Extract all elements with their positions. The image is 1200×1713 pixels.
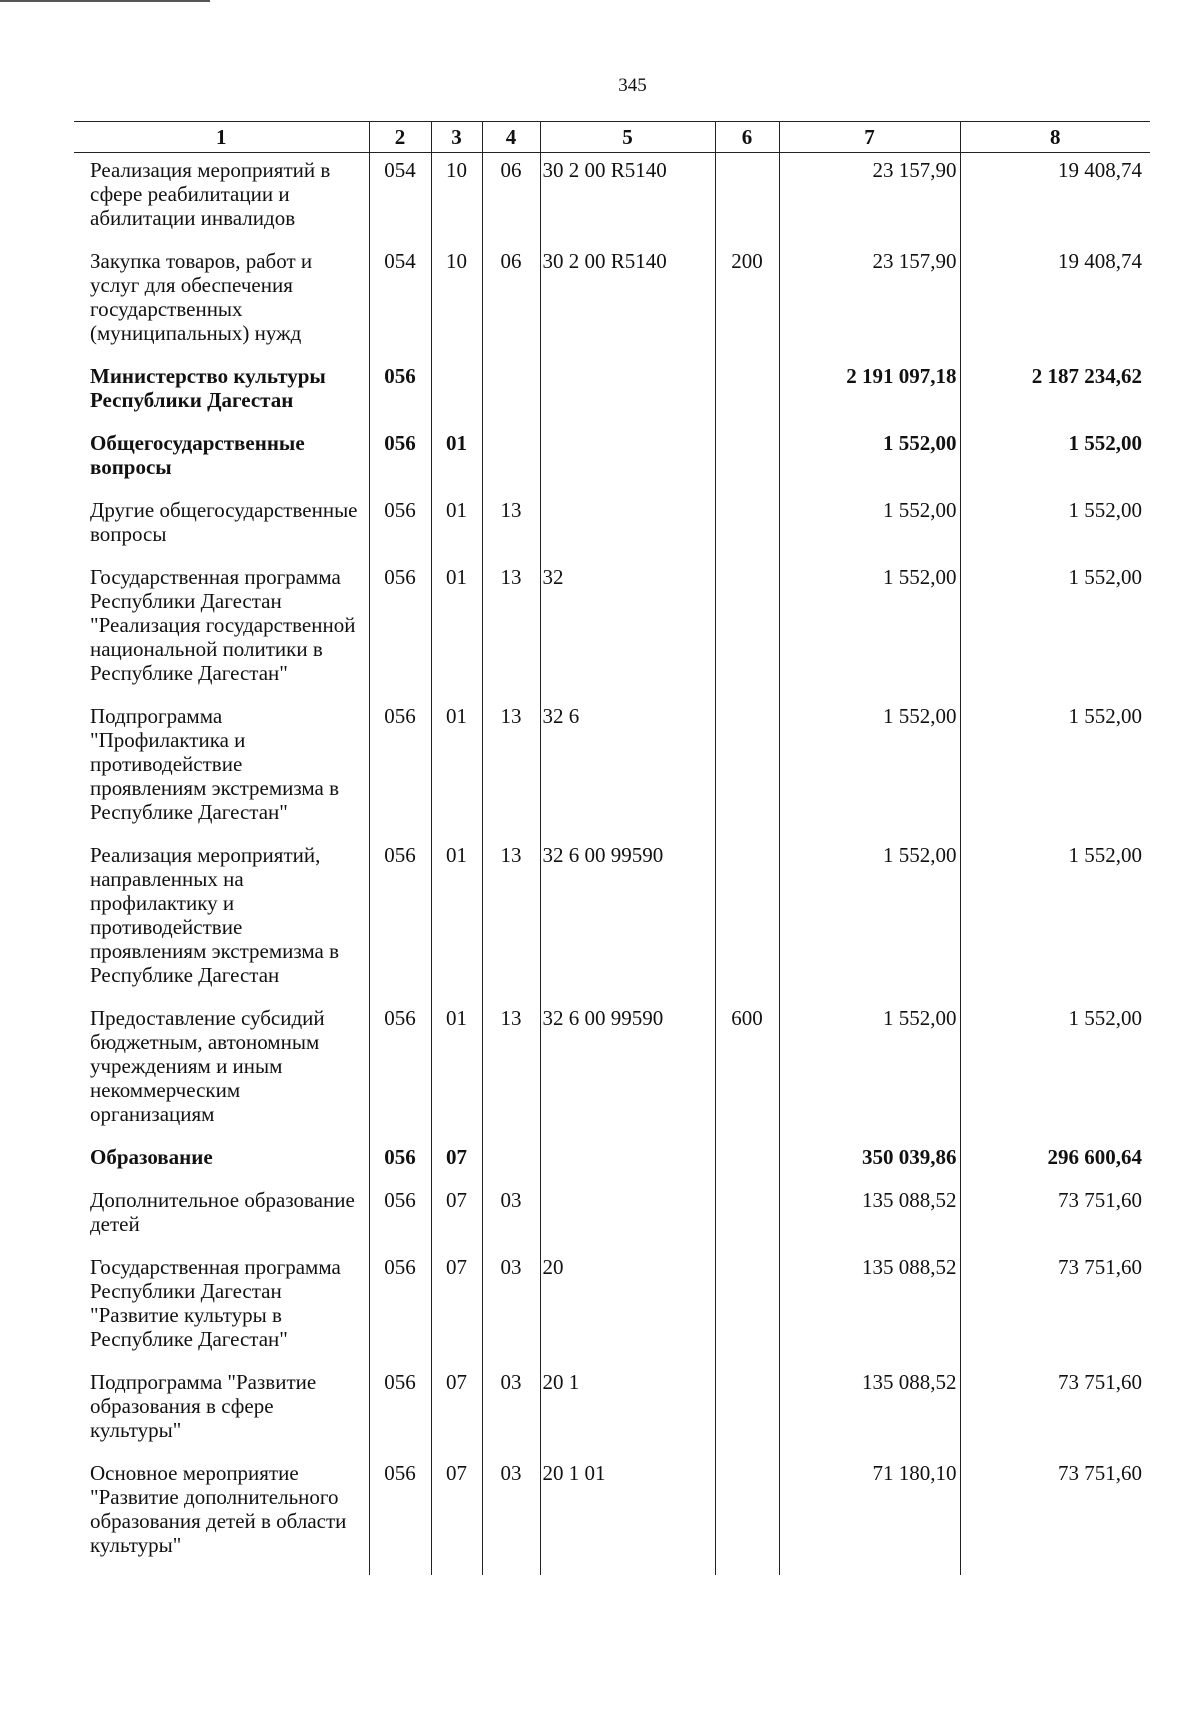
- row-target-article: [540, 426, 715, 493]
- row-amount-year1: 350 039,86: [779, 1140, 960, 1183]
- row-expense-type: 600: [715, 1001, 779, 1140]
- table-row: [74, 1140, 1150, 1183]
- row-subsection-code: [482, 359, 540, 426]
- row-amount-year2: 73 751,60: [960, 1365, 1150, 1456]
- row-amount-year1: 71 180,10: [779, 1456, 960, 1575]
- row-name: Государственная программа Республики Дагестан "Реализация государственной национальной политики в Республике Дагестан": [90, 565, 356, 685]
- row-ministry-code: 056: [369, 493, 431, 560]
- table-row: [74, 244, 1150, 359]
- row-section-code: 01: [431, 699, 482, 838]
- row-subsection-code: 13: [482, 699, 540, 838]
- row-section-code: 07: [431, 1456, 482, 1575]
- row-expense-type: [715, 153, 779, 245]
- table-row: [74, 699, 1150, 838]
- row-expense-type: [715, 1456, 779, 1575]
- table-row: [74, 1456, 1150, 1575]
- row-section-code: 07: [431, 1140, 482, 1183]
- row-subsection-code: 03: [482, 1365, 540, 1456]
- row-amount-year2: 296 600,64: [960, 1140, 1150, 1183]
- column-header-amount-year1: 7: [779, 122, 960, 153]
- row-amount-year2: 1 552,00: [960, 493, 1150, 560]
- table-row: [74, 426, 1150, 493]
- row-name: Предоставление субсидий бюджетным, автономным учреждениям и иным некоммерческим организациям: [90, 1006, 325, 1126]
- row-target-article: 20: [540, 1250, 715, 1365]
- row-name: Подпрограмма "Профилактика и противодействие проявлениям экстремизма в Республике Дагестан": [90, 704, 340, 824]
- row-target-article: 32: [540, 560, 715, 699]
- row-amount-year1: 1 552,00: [779, 699, 960, 838]
- scan-edge-mark: [0, 0, 210, 2]
- row-expense-type: [715, 1140, 779, 1183]
- row-subsection-code: 13: [482, 838, 540, 1001]
- row-expense-type: [715, 560, 779, 699]
- table-row: [74, 1001, 1150, 1140]
- column-header-target-article: 5: [540, 122, 715, 153]
- row-amount-year1: 2 191 097,18: [779, 359, 960, 426]
- row-target-article: [540, 359, 715, 426]
- row-amount-year1: 1 552,00: [779, 493, 960, 560]
- row-target-article: 32 6 00 99590: [540, 838, 715, 1001]
- budget-table: [74, 121, 1150, 1575]
- row-name: Подпрограмма "Развитие образования в сфере культуры": [90, 1370, 317, 1442]
- row-target-article: [540, 1140, 715, 1183]
- table-row: [74, 1250, 1150, 1365]
- row-target-article: 32 6: [540, 699, 715, 838]
- row-expense-type: [715, 699, 779, 838]
- row-amount-year1: 1 552,00: [779, 1001, 960, 1140]
- row-name: Министерство культуры Республики Дагестан: [90, 364, 326, 412]
- row-ministry-code: 056: [369, 426, 431, 493]
- row-subsection-code: 06: [482, 153, 540, 245]
- row-name: Общегосударственные вопросы: [90, 431, 305, 479]
- row-expense-type: [715, 359, 779, 426]
- table-row: [74, 1365, 1150, 1456]
- row-expense-type: [715, 838, 779, 1001]
- row-target-article: [540, 1183, 715, 1250]
- row-expense-type: [715, 1250, 779, 1365]
- page-number: 345: [618, 75, 647, 96]
- row-section-code: 01: [431, 493, 482, 560]
- row-ministry-code: 056: [369, 1001, 431, 1140]
- row-section-code: 07: [431, 1183, 482, 1250]
- row-subsection-code: [482, 426, 540, 493]
- row-ministry-code: 056: [369, 359, 431, 426]
- row-name: Реализация мероприятий в сфере реабилитации и абилитации инвалидов: [90, 158, 331, 230]
- row-subsection-code: 03: [482, 1456, 540, 1575]
- row-name: Дополнительное образование детей: [90, 1188, 355, 1236]
- row-amount-year1: 23 157,90: [779, 244, 960, 359]
- row-amount-year2: 1 552,00: [960, 699, 1150, 838]
- row-name: Образование: [90, 1145, 213, 1169]
- column-header-section: 3: [431, 122, 482, 153]
- row-section-code: 10: [431, 244, 482, 359]
- row-section-code: 01: [431, 426, 482, 493]
- table-row: [74, 838, 1150, 1001]
- row-amount-year2: 2 187 234,62: [960, 359, 1150, 426]
- row-subsection-code: 06: [482, 244, 540, 359]
- row-amount-year2: 73 751,60: [960, 1183, 1150, 1250]
- column-header-expense-type: 6: [715, 122, 779, 153]
- row-name: Закупка товаров, работ и услуг для обеспечения государственных (муниципальных) нужд: [90, 249, 313, 345]
- column-header-ministry: 2: [369, 122, 431, 153]
- row-amount-year2: 73 751,60: [960, 1456, 1150, 1575]
- row-ministry-code: 056: [369, 1250, 431, 1365]
- table-row: [74, 1183, 1150, 1250]
- row-amount-year1: 1 552,00: [779, 426, 960, 493]
- row-ministry-code: 056: [369, 1183, 431, 1250]
- row-subsection-code: 13: [482, 493, 540, 560]
- row-section-code: 07: [431, 1250, 482, 1365]
- row-ministry-code: 054: [369, 153, 431, 245]
- column-header-amount-year2: 8: [960, 122, 1150, 153]
- row-subsection-code: 13: [482, 560, 540, 699]
- row-expense-type: 200: [715, 244, 779, 359]
- row-amount-year2: 19 408,74: [960, 244, 1150, 359]
- row-section-code: 07: [431, 1365, 482, 1456]
- row-name: Основное мероприятие "Развитие дополнительного образования детей в области культуры": [90, 1461, 347, 1557]
- row-target-article: 20 1: [540, 1365, 715, 1456]
- row-expense-type: [715, 493, 779, 560]
- row-section-code: 01: [431, 838, 482, 1001]
- row-target-article: 30 2 00 R5140: [540, 153, 715, 245]
- row-ministry-code: 054: [369, 244, 431, 359]
- column-header-name: 1: [74, 122, 369, 153]
- row-amount-year2: 1 552,00: [960, 1001, 1150, 1140]
- column-header-subsection: 4: [482, 122, 540, 153]
- table-row: [74, 359, 1150, 426]
- row-expense-type: [715, 1365, 779, 1456]
- row-target-article: 20 1 01: [540, 1456, 715, 1575]
- row-ministry-code: 056: [369, 1140, 431, 1183]
- row-ministry-code: 056: [369, 699, 431, 838]
- row-expense-type: [715, 426, 779, 493]
- row-ministry-code: 056: [369, 560, 431, 699]
- row-section-code: 01: [431, 1001, 482, 1140]
- row-target-article: [540, 493, 715, 560]
- row-expense-type: [715, 1183, 779, 1250]
- row-subsection-code: 13: [482, 1001, 540, 1140]
- row-target-article: 32 6 00 99590: [540, 1001, 715, 1140]
- row-amount-year1: 135 088,52: [779, 1365, 960, 1456]
- table-body: [74, 153, 1150, 1576]
- row-amount-year2: 1 552,00: [960, 838, 1150, 1001]
- row-ministry-code: 056: [369, 1365, 431, 1456]
- table-row: [74, 493, 1150, 560]
- row-amount-year2: 73 751,60: [960, 1250, 1150, 1365]
- row-amount-year1: 1 552,00: [779, 838, 960, 1001]
- row-amount-year1: 1 552,00: [779, 560, 960, 699]
- row-amount-year2: 19 408,74: [960, 153, 1150, 245]
- row-amount-year2: 1 552,00: [960, 426, 1150, 493]
- row-amount-year2: 1 552,00: [960, 560, 1150, 699]
- row-subsection-code: 03: [482, 1250, 540, 1365]
- row-target-article: 30 2 00 R5140: [540, 244, 715, 359]
- row-amount-year1: 135 088,52: [779, 1183, 960, 1250]
- row-ministry-code: 056: [369, 838, 431, 1001]
- row-section-code: [431, 359, 482, 426]
- row-subsection-code: 03: [482, 1183, 540, 1250]
- row-section-code: 10: [431, 153, 482, 245]
- header-row: [74, 122, 1150, 153]
- row-section-code: 01: [431, 560, 482, 699]
- row-name: Государственная программа Республики Дагестан "Развитие культуры в Республике Дагестан": [90, 1255, 341, 1351]
- table-row: [74, 560, 1150, 699]
- table-row: [74, 153, 1150, 245]
- row-subsection-code: [482, 1140, 540, 1183]
- row-name: Реализация мероприятий, направленных на профилактику и противодействие проявлениям экстремизма в Республике Дагестан: [90, 843, 340, 987]
- row-ministry-code: 056: [369, 1456, 431, 1575]
- row-name: Другие общегосударственные вопросы: [90, 498, 358, 546]
- row-amount-year1: 135 088,52: [779, 1250, 960, 1365]
- row-amount-year1: 23 157,90: [779, 153, 960, 245]
